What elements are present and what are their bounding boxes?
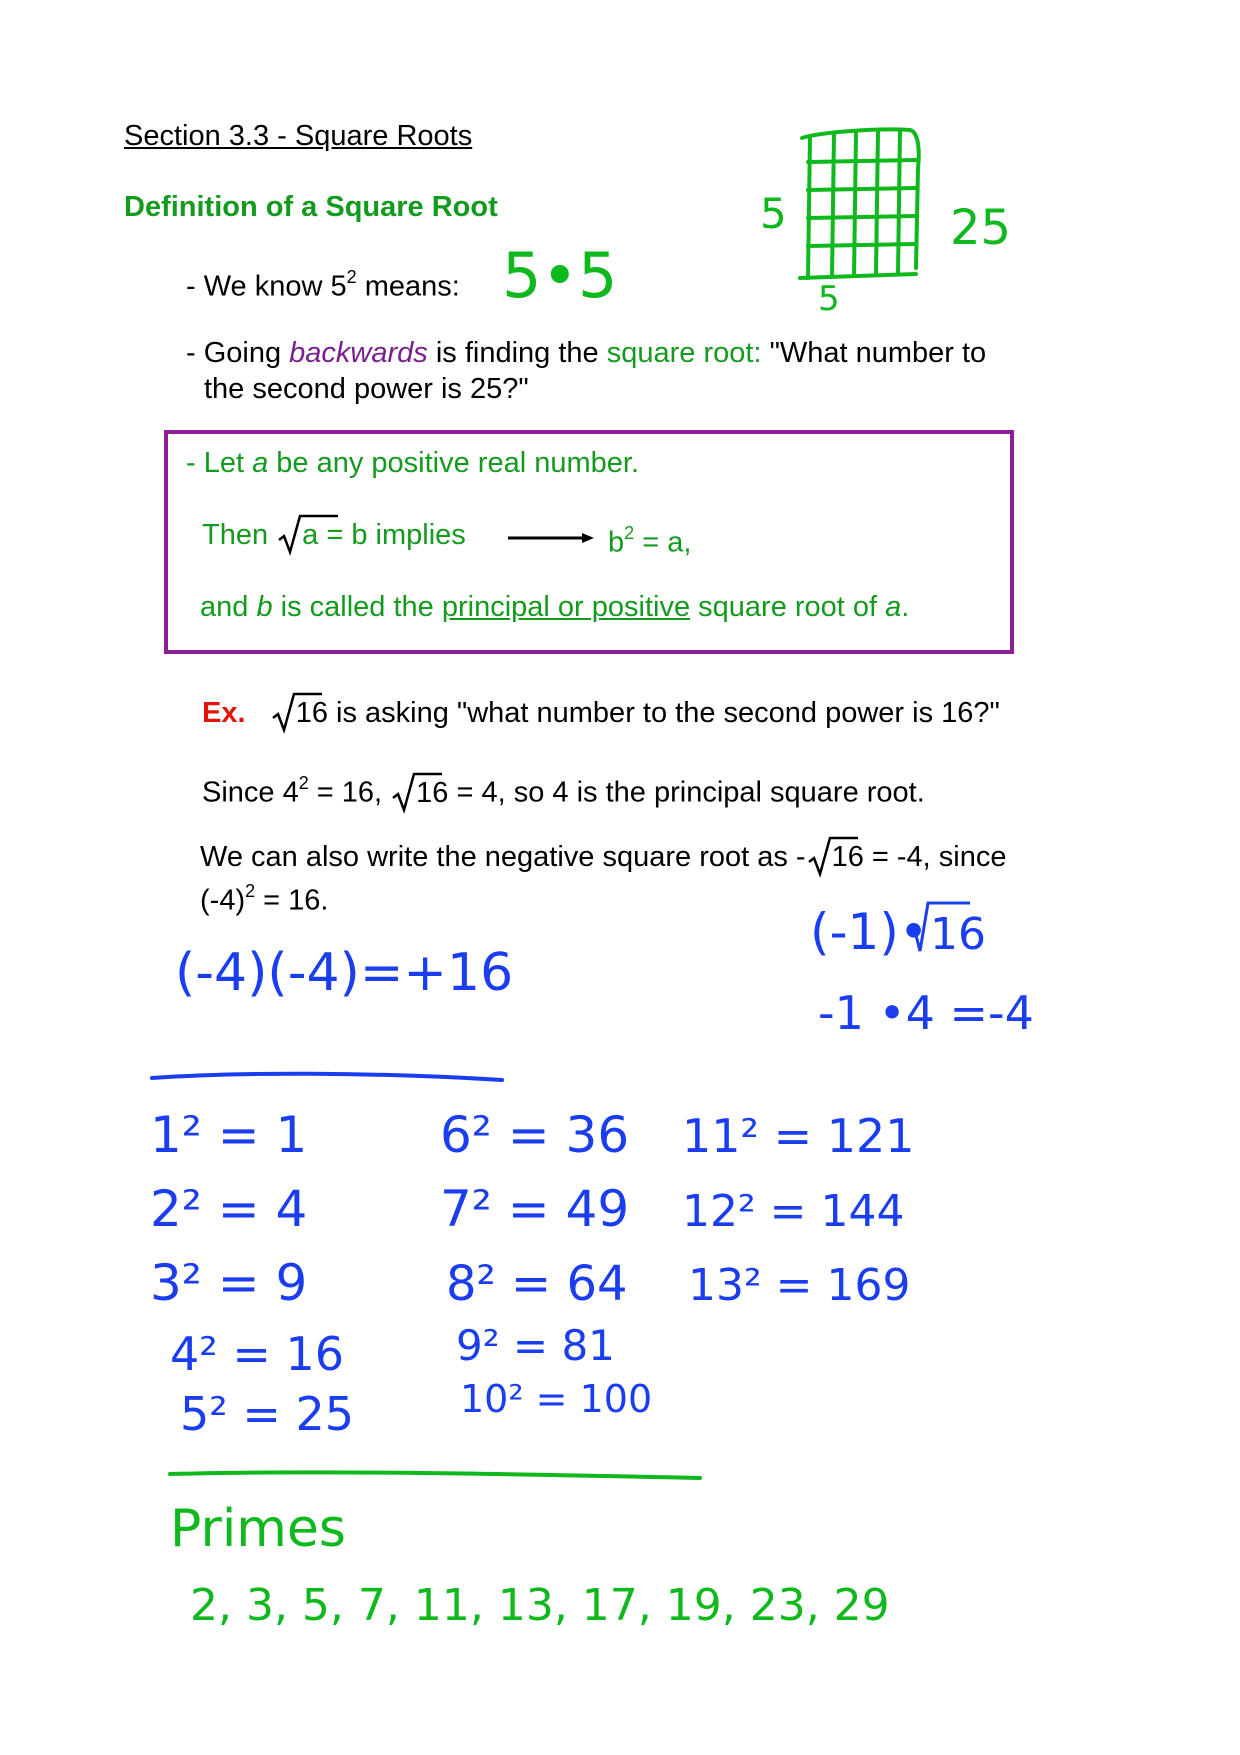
square-12: 12² = 144 — [682, 1186, 905, 1237]
sqrt-16 — [272, 696, 328, 730]
since-b: = 16, — [308, 776, 391, 809]
since-radicand: 16 — [416, 776, 449, 809]
box-line3-d: square root of — [690, 591, 886, 623]
grid-sketch — [760, 118, 980, 319]
know-suffix: means: — [356, 270, 460, 303]
example-question: is asking "what number to the second power is 16?" — [327, 697, 1000, 729]
primes-list: 2, 3, 5, 7, 11, 13, 17, 19, 23, 29 — [190, 1580, 890, 1631]
sqrt-a — [278, 518, 318, 552]
box-line3-e: a — [885, 591, 902, 623]
square-2: 2² = 4 — [150, 1180, 308, 1238]
neg-product-text: (-4)(-4)=+16 — [175, 943, 514, 1003]
section-title: Section 3.3 - Square Roots — [124, 120, 473, 152]
backwards-line — [186, 336, 986, 370]
squares-col3 — [682, 1109, 915, 1311]
radical-icon — [392, 772, 418, 814]
neg-b: = -4, since — [863, 841, 1007, 873]
neg-line2-exp: 2 — [245, 881, 256, 901]
neg-line2-a: (-4) — [200, 884, 246, 917]
neg-line2-b: = 16. — [255, 884, 329, 917]
grid-side-bottom: 5 — [818, 279, 840, 319]
square-3: 3² = 9 — [150, 1254, 308, 1312]
principal-term: principal or positive — [441, 591, 691, 623]
since-exp: 2 — [298, 773, 309, 793]
box-result — [608, 518, 691, 560]
backwards-word: backwards — [289, 337, 428, 369]
box-line1-prefix: - Let — [186, 447, 253, 479]
squares-col1 — [150, 1106, 354, 1441]
example-line-4 — [200, 876, 329, 918]
example-line-2 — [202, 768, 925, 810]
square-root-term: square root: — [606, 337, 762, 369]
handwritten-divider-2 — [168, 1466, 708, 1486]
box-implies: = b implies — [318, 519, 466, 551]
backwards-prefix: - Going — [186, 337, 290, 369]
square-13: 13² = 169 — [688, 1260, 911, 1311]
radical-icon — [808, 836, 834, 878]
square-9: 9² = 81 — [456, 1321, 615, 1370]
box-line-2 — [202, 518, 466, 552]
implies-arrow-icon — [508, 528, 594, 548]
box-line3-f: . — [901, 591, 910, 623]
sqrt-16-neg — [808, 840, 864, 874]
neg-one-sqrt-radicand: 16 — [930, 909, 986, 960]
radical-icon — [278, 514, 304, 556]
sqrt-a-radicand: a — [302, 519, 319, 551]
since-c: = 4, so 4 is the principal square root. — [448, 776, 925, 809]
five-dot-five-text: 5•5 — [502, 239, 618, 312]
handwritten-neg-product — [175, 930, 514, 1010]
box-then: Then — [202, 519, 277, 551]
box-result-exp: 2 — [624, 523, 635, 543]
know-exponent: 2 — [346, 267, 357, 287]
example-label: Ex. — [202, 697, 246, 729]
backwards-question: "What number to — [761, 337, 987, 369]
squares-col2 — [440, 1106, 652, 1421]
handwritten-neg-one-sqrt — [810, 895, 1010, 965]
box-result-suffix: = a, — [634, 526, 692, 559]
example-line-1 — [202, 696, 1000, 730]
square-4: 4² = 16 — [170, 1327, 345, 1381]
box-line-3 — [200, 590, 909, 624]
neg-one-sqrt-text: (-1)• — [810, 903, 929, 961]
grid-area-label — [950, 190, 1050, 260]
grid-area-text: 25 — [950, 200, 1012, 256]
example-line-3 — [200, 840, 1006, 874]
square-11: 11² = 121 — [682, 1109, 915, 1163]
box-line-1 — [186, 446, 639, 480]
primes-section — [170, 1490, 930, 1650]
square-7: 7² = 49 — [440, 1180, 630, 1238]
squares-table — [150, 1100, 915, 1450]
handwritten-5-dot-5 — [500, 235, 660, 315]
neg-a: We can also write the negative square root as - — [200, 841, 806, 873]
grid-lines — [800, 129, 919, 278]
neg-one-times-four-text: -1 •4 =-4 — [818, 986, 1034, 1040]
know-prefix: - We know 5 — [186, 270, 347, 303]
neg-radicand: 16 — [831, 841, 864, 873]
grid-side-left: 5 — [760, 189, 787, 238]
primes-heading: Primes — [170, 1499, 347, 1559]
square-8: 8² = 64 — [446, 1256, 628, 1312]
box-result-b: b — [608, 526, 625, 559]
square-1: 1² = 1 — [150, 1106, 308, 1164]
box-line1-var: a — [252, 447, 269, 479]
handwritten-neg-one-times-four — [818, 975, 1038, 1045]
square-6: 6² = 36 — [440, 1106, 630, 1164]
backwards-mid: is finding the — [427, 337, 607, 369]
sqrt-16-since — [392, 776, 448, 810]
definition-heading: Definition of a Square Root — [124, 191, 498, 223]
backwards-line-2: the second power is 25?" — [204, 373, 529, 405]
since-a: Since 4 — [202, 776, 299, 809]
square-10: 10² = 100 — [460, 1377, 653, 1421]
radical-icon — [272, 692, 298, 734]
box-line1-suffix: be any positive real number. — [268, 447, 640, 479]
know-line — [186, 262, 460, 304]
box-line3-c: is called the — [272, 591, 442, 623]
box-line3-a: and — [200, 591, 257, 623]
sqrt-16-radicand: 16 — [295, 697, 328, 729]
box-line3-b: b — [256, 591, 273, 623]
square-5: 5² = 25 — [180, 1387, 355, 1441]
handwritten-divider-1 — [150, 1068, 510, 1088]
